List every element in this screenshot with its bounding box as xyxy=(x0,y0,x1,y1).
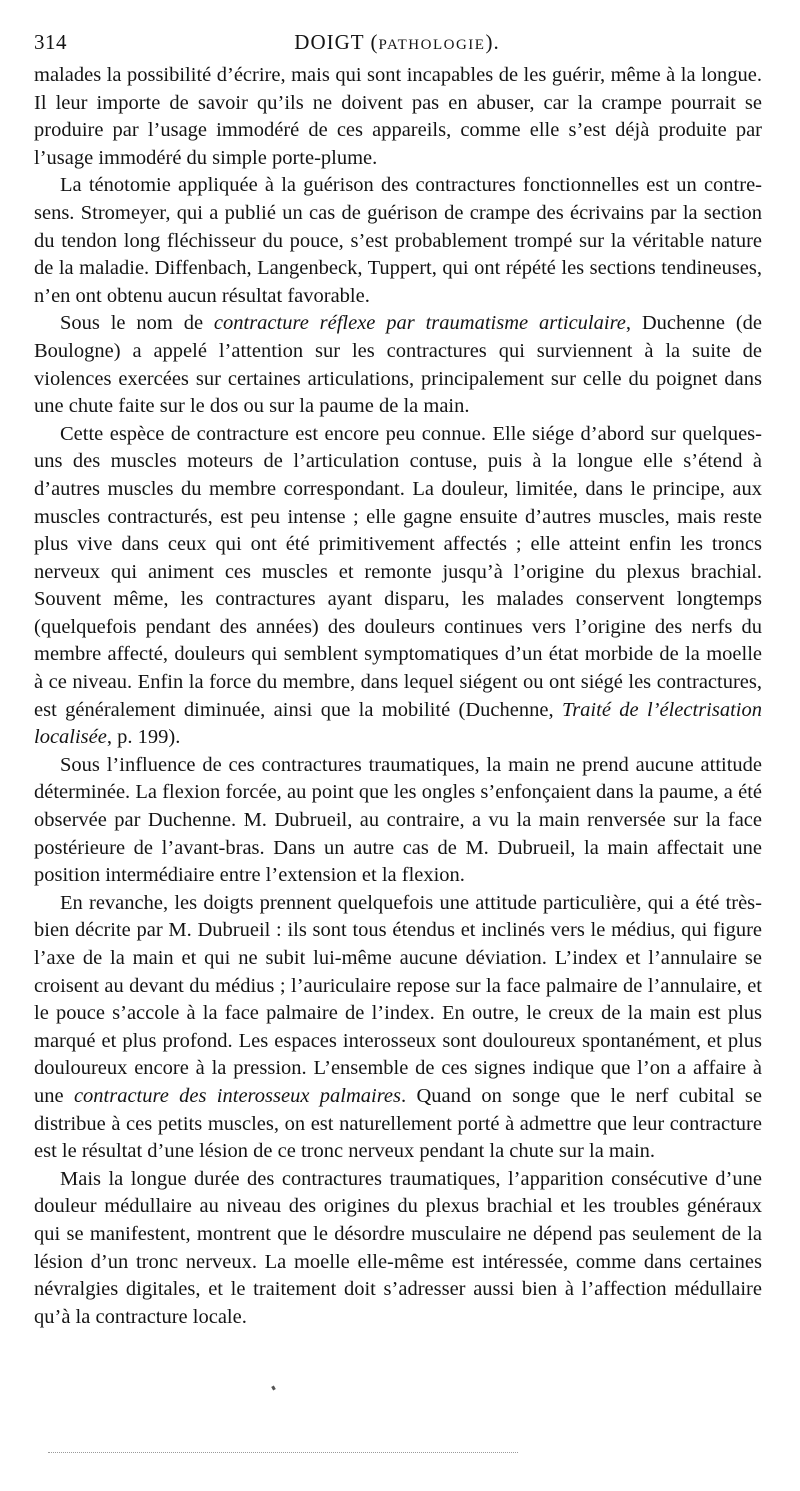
text-segment: La ténotomie appliquée à la guérison des contractures fonctionnelles est un contre-sens. Stromeyer, qui a publié un cas de guérison de crampe des écrivains par la section du tendon long fléchisseur du pouce, s’est probablement trompé sur la véritable nature de la maladie. Diffenbach, Langenbeck, Tuppert, qui ont répété les sections tendineuses, n’en ont obtenu aucun résultat favorable. xyxy=(34,174,762,307)
text-segment: malades la possibilité d’écrire, mais qui sont incapables de les guérir, même à la longue. Il leur importe de savoir qu’ils ne doivent pas en abuser, car la crampe pourrait se produire par l’usage immodéré de ces appareils, comme elle s’est déjà produite par l’usage immodéré du simple porte-plume. xyxy=(34,64,762,169)
running-head-paren-open: ( xyxy=(370,30,379,54)
italic-text-segment: contracture des interosseux palmaires xyxy=(73,1084,401,1107)
paragraph xyxy=(34,1166,762,1332)
ink-speck xyxy=(271,1386,276,1391)
text-segment: Sous le nom de xyxy=(60,312,214,335)
running-head-paren-close: ). xyxy=(485,30,500,54)
footer-dotted-rule xyxy=(48,1452,518,1453)
paragraph xyxy=(34,62,762,172)
paragraph xyxy=(34,890,762,1166)
text-segment: Cette espèce de contracture est encore peu connue. Elle siége d’abord sur quelques-uns des muscles moteurs de l’articulation contuse, puis à la longue elle s’étend à d’autres muscles du membre correspondant. La douleur, limitée, dans le principe, aux muscles contracturés, est peu intense ; elle gagne ensuite d’autres muscles, mais reste plus vive dans ceux qui ont été primitivement affectés ; elle atteint enfin les troncs nerveux qui animent ces muscles et remonte jusqu’à l’origine du plexus brachial. Souvent même, les contractures ayant disparu, les malades conservent longtemps (quelquefois pendant des années) des douleurs continues vers l’origine des nerfs du membre affecté, douleurs qui semblent symptomatiques d’un état morbide de la moelle à ce niveau. Enfin la force du membre, dans lequel siégent ou ont siégé les contractures, est généralement diminuée, ainsi que la mobilité (Duchenne, xyxy=(34,422,762,721)
text-segment: , Duchenne (de Boulogne) a appelé l’attention sur les contractures qui surviennent à la suite de violences exercées sur certaines articulations, principalement sur celle du poignet dans une chute faite sur le dos ou sur la paume de la main. xyxy=(34,312,763,418)
page-number: 314 xyxy=(34,30,67,54)
page-header xyxy=(34,30,760,58)
body-text xyxy=(34,62,762,1331)
paragraph xyxy=(34,172,762,310)
running-head xyxy=(34,30,760,55)
italic-text-segment: contracture réflexe par traumatisme articulaire xyxy=(213,312,626,335)
text-segment: Sous l’influence de ces contractures traumatiques, la main ne prend aucune attitude déterminée. La flexion forcée, au point que les ongles s’enfonçaient dans la paume, a été observée par Duchenne. M. Dubrueil, au contraire, a vu la main renversée sur la face postérieure de l’avant-bras. Dans un autre cas de M. Dubrueil, la main affectait une position intermédiaire entre l’extension et la flexion. xyxy=(34,753,762,887)
text-segment: En revanche, les doigts prennent quelquefois une attitude particulière, qui a été très-bien décrite par M. Dubrueil : ils sont tous étendus et inclinés vers le médius, qui figure l’axe de la main et qui ne subit lui-même aucune déviation. L’index et l’annulaire se croisent au devant du médius ; l’auriculaire repose sur la face palmaire de l’annulaire, et le pouce s’accole à la face palmaire de l’index. En outre, le creux de la main est plus marqué et plus profond. Les espaces interosseux sont douloureux spontanément, et plus douloureux encore à la pression. L’ensemble de ces signes indique que l’on a affaire à une xyxy=(34,891,762,1107)
paragraph xyxy=(34,421,762,752)
running-head-subtitle: PATHOLOGIE xyxy=(378,37,486,53)
italic-text-segment: Traité de l’électrisation localisée xyxy=(34,698,762,749)
paragraph xyxy=(34,310,762,420)
text-segment: . Quand on songe que le nerf cubital se distribue à ces petits muscles, on est naturellement porté à admettre que leur contracture est le résultat d’une lésion de ce tronc nerveux pendant la chute sur la main. xyxy=(34,1084,762,1163)
running-head-title: DOIGT xyxy=(294,30,365,54)
paragraph xyxy=(34,752,762,890)
text-segment: Mais la longue durée des contractures traumatiques, l’apparition consécutive d’une douleur médullaire au niveau des origines du plexus brachial et les troubles généraux qui se manifestent, montrent que le désordre musculaire ne dépend pas seulement de la lésion d’un tronc nerveux. La moelle elle-même est intéressée, comme dans certaines névralgies digitales, et le traitement doit s’adresser aussi bien à l’affection médullaire qu’à la contracture locale. xyxy=(34,1167,762,1328)
text-segment: , p. 199). xyxy=(106,726,181,749)
